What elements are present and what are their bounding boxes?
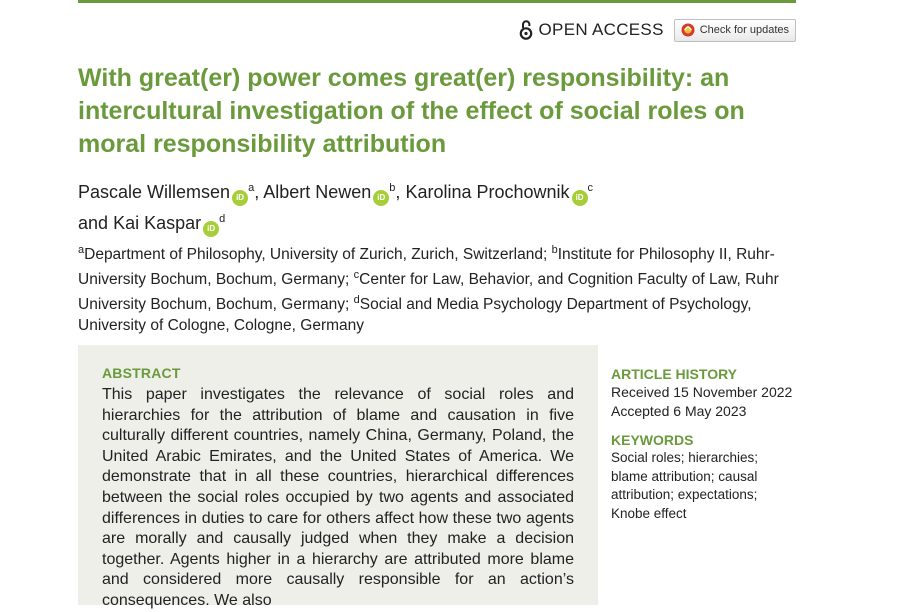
author-3[interactable] — [405, 182, 593, 202]
keywords-heading: KEYWORDS — [611, 432, 694, 448]
author-sup: a — [248, 182, 255, 194]
accepted-date: Accepted 6 May 2023 — [611, 402, 747, 419]
article-title: With great(er) power comes great(er) responsibility: an intercultural investigation of the effect of social roles on moral responsibility attribution — [78, 64, 745, 158]
author-name: Albert Newen — [263, 182, 372, 202]
author-sup: b — [389, 182, 396, 194]
abstract-text: This paper investigates the relevance of social roles and hierarchies for the attribution of blame and causation in five culturally different countries, namely China, Germany, Poland, the United Arabic Emirates, and the United States of America. We demonstrate that in all these countries, hierarchical differences between the social roles occupied by two agents and associated differences in duties to care for others affect how these two agents are morally and causally judged when they make a decision together. Agents higher in a hierarchy are attributed more blame and considered more causally responsible for an action’s consequences. We also — [102, 386, 574, 609]
check-for-updates-label: Check for updates — [699, 24, 789, 36]
author-separator: , — [395, 182, 401, 202]
affiliation-text: Department of Philosophy, University of Zurich, Zurich, Switzerland; — [84, 246, 548, 264]
article-history-heading: ARTICLE HISTORY — [611, 366, 738, 382]
orcid-icon[interactable]: iD — [203, 221, 219, 237]
affiliation-sup: a — [78, 244, 85, 256]
author-name: Karolina Prochownik — [405, 182, 570, 202]
author-4[interactable] — [113, 213, 225, 233]
author-1[interactable] — [78, 182, 254, 202]
open-access-badge[interactable] — [519, 19, 664, 41]
crossmark-icon — [681, 23, 695, 37]
affiliation-text: Institute for Philosophy II, Ruhr-University Bochum, Bochum, Germany; — [78, 246, 775, 289]
open-lock-icon — [519, 19, 533, 41]
author-list — [78, 175, 818, 237]
header-rule — [78, 0, 796, 3]
orcid-icon[interactable]: iD — [232, 190, 248, 206]
access-row — [400, 16, 796, 44]
keywords-text: Social roles; hierarchies; blame attribution; causal attribution; expectations; Knobe effect — [611, 450, 759, 521]
author-conjunction: and — [78, 213, 109, 233]
author-separator: , — [254, 182, 260, 202]
orcid-icon[interactable]: iD — [572, 190, 588, 206]
abstract-heading: ABSTRACT — [102, 365, 181, 381]
author-name: Kai Kaspar — [113, 213, 202, 233]
affiliations — [78, 240, 818, 336]
affiliation-sup: b — [551, 244, 558, 256]
check-for-updates-button[interactable] — [674, 19, 796, 42]
open-access-label: OPEN ACCESS — [538, 20, 664, 39]
affiliation-sup: c — [353, 269, 360, 282]
author-sup: d — [219, 213, 226, 225]
article-sidebar — [611, 365, 811, 523]
affiliation-text: Center for Law, Behavior, and Cognition Faculty of Law, Ruhr University Bochum, Bochum, Germany; — [78, 271, 779, 314]
abstract-box — [78, 345, 598, 609]
author-2[interactable] — [263, 182, 395, 202]
affiliation-text: Social and Media Psychology Department of Psychology, University of Cologne, Cologne, Germany — [78, 296, 752, 335]
received-date: Received 15 November 2022 — [611, 384, 793, 400]
orcid-icon[interactable]: iD — [373, 190, 389, 206]
affiliation-sup: d — [353, 294, 360, 307]
author-sup: c — [587, 182, 594, 194]
author-name: Pascale Willemsen — [78, 182, 231, 202]
